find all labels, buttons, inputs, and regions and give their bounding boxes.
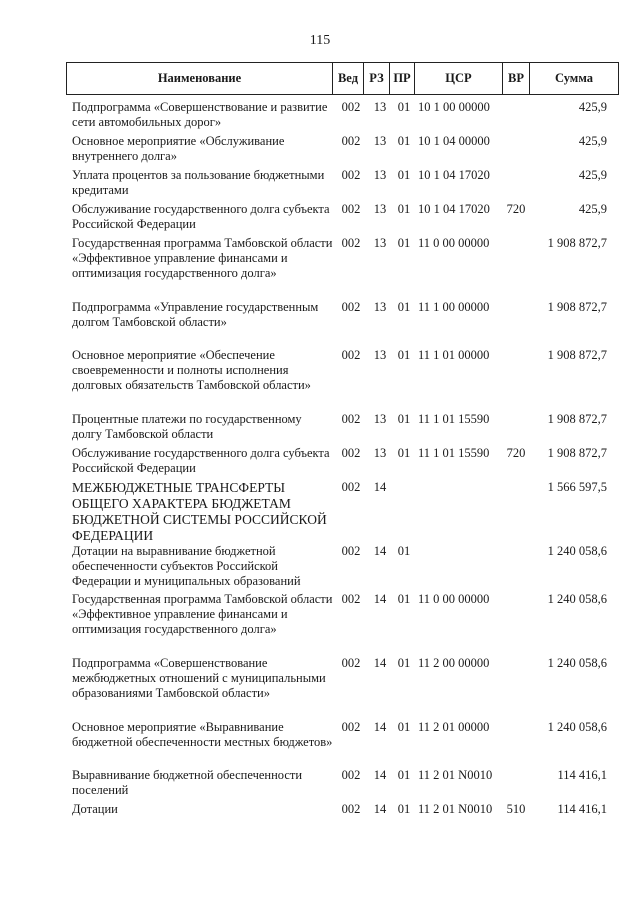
row-rz: 13: [373, 168, 387, 182]
row-sum: 425,9: [578, 202, 607, 216]
row-vr: 720: [506, 446, 526, 460]
row-pr: 01: [397, 412, 411, 426]
row-pr: 01: [397, 236, 411, 250]
row-csr: 11 0 00 00000: [418, 236, 490, 250]
row-rz: 14: [373, 544, 387, 558]
row-ved: 002: [341, 656, 361, 670]
row-ved: 002: [341, 300, 361, 314]
row-ved: 002: [341, 592, 361, 606]
row-rz: 13: [373, 348, 387, 362]
row-rz: 13: [373, 412, 387, 426]
row-sum: 1 240 058,6: [547, 544, 607, 558]
row-rz: 13: [373, 300, 387, 314]
row-name: Уплата процентов за пользование бюджетными кредитами: [72, 168, 325, 197]
header-vr: ВР: [502, 63, 529, 94]
row-rz: 14: [373, 768, 387, 782]
row-ved: 002: [341, 720, 361, 734]
header-sum: Сумма: [529, 63, 618, 94]
row-sum: 1 566 597,5: [547, 480, 607, 494]
row-rz: 13: [373, 446, 387, 460]
table-header: [66, 62, 619, 95]
row-csr: 10 1 04 00000: [418, 134, 490, 148]
row-csr: 11 1 01 00000: [418, 348, 490, 362]
row-ved: 002: [341, 412, 361, 426]
row-csr: 11 1 00 00000: [418, 300, 490, 314]
row-rz: 13: [373, 236, 387, 250]
row-sum: 425,9: [578, 168, 607, 182]
row-rz: 14: [373, 802, 387, 816]
row-rz: 13: [373, 202, 387, 216]
row-ved: 002: [341, 236, 361, 250]
row-name: Выравнивание бюджетной обеспеченности поселений: [72, 768, 303, 797]
row-name: Подпрограмма «Управление государственным долгом Тамбовской области»: [72, 300, 319, 329]
header-rz: РЗ: [363, 63, 389, 94]
row-rz: 14: [373, 720, 387, 734]
page-number: 115: [309, 33, 331, 48]
row-name: Обслуживание государственного долга субъекта Российской Федерации: [72, 446, 330, 475]
row-pr: 01: [397, 446, 411, 460]
row-ved: 002: [341, 802, 361, 816]
row-sum: 114 416,1: [557, 768, 607, 782]
row-ved: 002: [341, 168, 361, 182]
row-name: Дотации на выравнивание бюджетной обеспеченности субъектов Российской Федерации и муниципальных образований: [72, 544, 301, 588]
row-sum: 1 908 872,7: [547, 236, 607, 250]
row-pr: 01: [397, 768, 411, 782]
row-name: Основное мероприятие «Обслуживание внутреннего долга»: [72, 134, 285, 163]
row-name: Государственная программа Тамбовской области «Эффективное управление финансами и оптимизация государственного долга»: [72, 592, 333, 636]
row-sum: 425,9: [578, 134, 607, 148]
row-pr: 01: [397, 802, 411, 816]
row-csr: 10 1 04 17020: [418, 202, 490, 216]
row-name: Основное мероприятие «Обеспечение своевременности и полноты исполнения долговых обязательств Тамбовской области»: [72, 348, 311, 392]
row-pr: 01: [397, 168, 411, 182]
row-sum: 1 240 058,6: [547, 656, 607, 670]
header-csr: ЦСР: [414, 63, 502, 94]
row-ved: 002: [341, 134, 361, 148]
header-pr: ПР: [389, 63, 414, 94]
header-name: Наименование: [157, 71, 242, 85]
row-name: Государственная программа Тамбовской области «Эффективное управление финансами и оптимизация государственного долга»: [72, 236, 333, 280]
row-ved: 002: [341, 202, 361, 216]
row-ved: 002: [341, 768, 361, 782]
row-sum: 1 240 058,6: [547, 720, 607, 734]
row-pr: 01: [397, 656, 411, 670]
header-ved: Вед: [332, 63, 363, 94]
row-pr: 01: [397, 544, 411, 558]
row-ved: 002: [341, 446, 361, 460]
row-sum: 1 908 872,7: [547, 446, 607, 460]
row-pr: 01: [397, 300, 411, 314]
row-name: Подпрограмма «Совершенствование межбюджетных отношений с муниципальными образованиями Тамбовской области»: [72, 656, 326, 700]
row-sum: 114 416,1: [557, 802, 607, 816]
row-ved: 002: [341, 544, 361, 558]
row-pr: 01: [397, 720, 411, 734]
row-csr: 11 2 01 N0010: [418, 802, 493, 816]
row-sum: 1 908 872,7: [547, 412, 607, 426]
row-name: Дотации: [72, 802, 118, 816]
row-ved: 002: [341, 100, 361, 114]
row-ved: 002: [341, 348, 361, 362]
row-csr: 11 2 00 00000: [418, 656, 490, 670]
row-name: Основное мероприятие «Выравнивание бюджетной обеспеченности местных бюджетов»: [72, 720, 333, 749]
row-pr: 01: [397, 100, 411, 114]
row-sum: 425,9: [578, 100, 607, 114]
row-rz: 14: [373, 656, 387, 670]
row-csr: 11 2 01 N0010: [418, 768, 493, 782]
row-vr: 510: [506, 802, 526, 816]
row-csr: 10 1 04 17020: [418, 168, 490, 182]
row-name: МЕЖБЮДЖЕТНЫЕ ТРАНСФЕРТЫ ОБЩЕГО ХАРАКТЕРА БЮДЖЕТАМ БЮДЖЕТНОЙ СИСТЕМЫ РОССИЙСКОЙ ФЕДЕРАЦИИ: [72, 480, 327, 543]
row-sum: 1 908 872,7: [547, 300, 607, 314]
row-sum: 1 240 058,6: [547, 592, 607, 606]
row-pr: 01: [397, 348, 411, 362]
row-rz: 14: [373, 480, 387, 494]
row-rz: 14: [373, 592, 387, 606]
budget-table: [66, 62, 619, 816]
row-name: Подпрограмма «Совершенствование и развитие сети автомобильных дорог»: [72, 100, 328, 129]
row-pr: 01: [397, 592, 411, 606]
row-csr: 11 2 01 00000: [418, 720, 490, 734]
row-name: Процентные платежи по государственному долгу Тамбовской области: [72, 412, 302, 441]
row-pr: 01: [397, 202, 411, 216]
row-csr: 11 0 00 00000: [418, 592, 490, 606]
row-pr: 01: [397, 134, 411, 148]
row-csr: 10 1 00 00000: [418, 100, 490, 114]
row-rz: 13: [373, 134, 387, 148]
row-csr: 11 1 01 15590: [418, 412, 490, 426]
row-rz: 13: [373, 100, 387, 114]
row-csr: 11 1 01 15590: [418, 446, 490, 460]
row-vr: 720: [506, 202, 526, 216]
row-sum: 1 908 872,7: [547, 348, 607, 362]
row-name: Обслуживание государственного долга субъекта Российской Федерации: [72, 202, 330, 231]
row-ved: 002: [341, 480, 361, 494]
